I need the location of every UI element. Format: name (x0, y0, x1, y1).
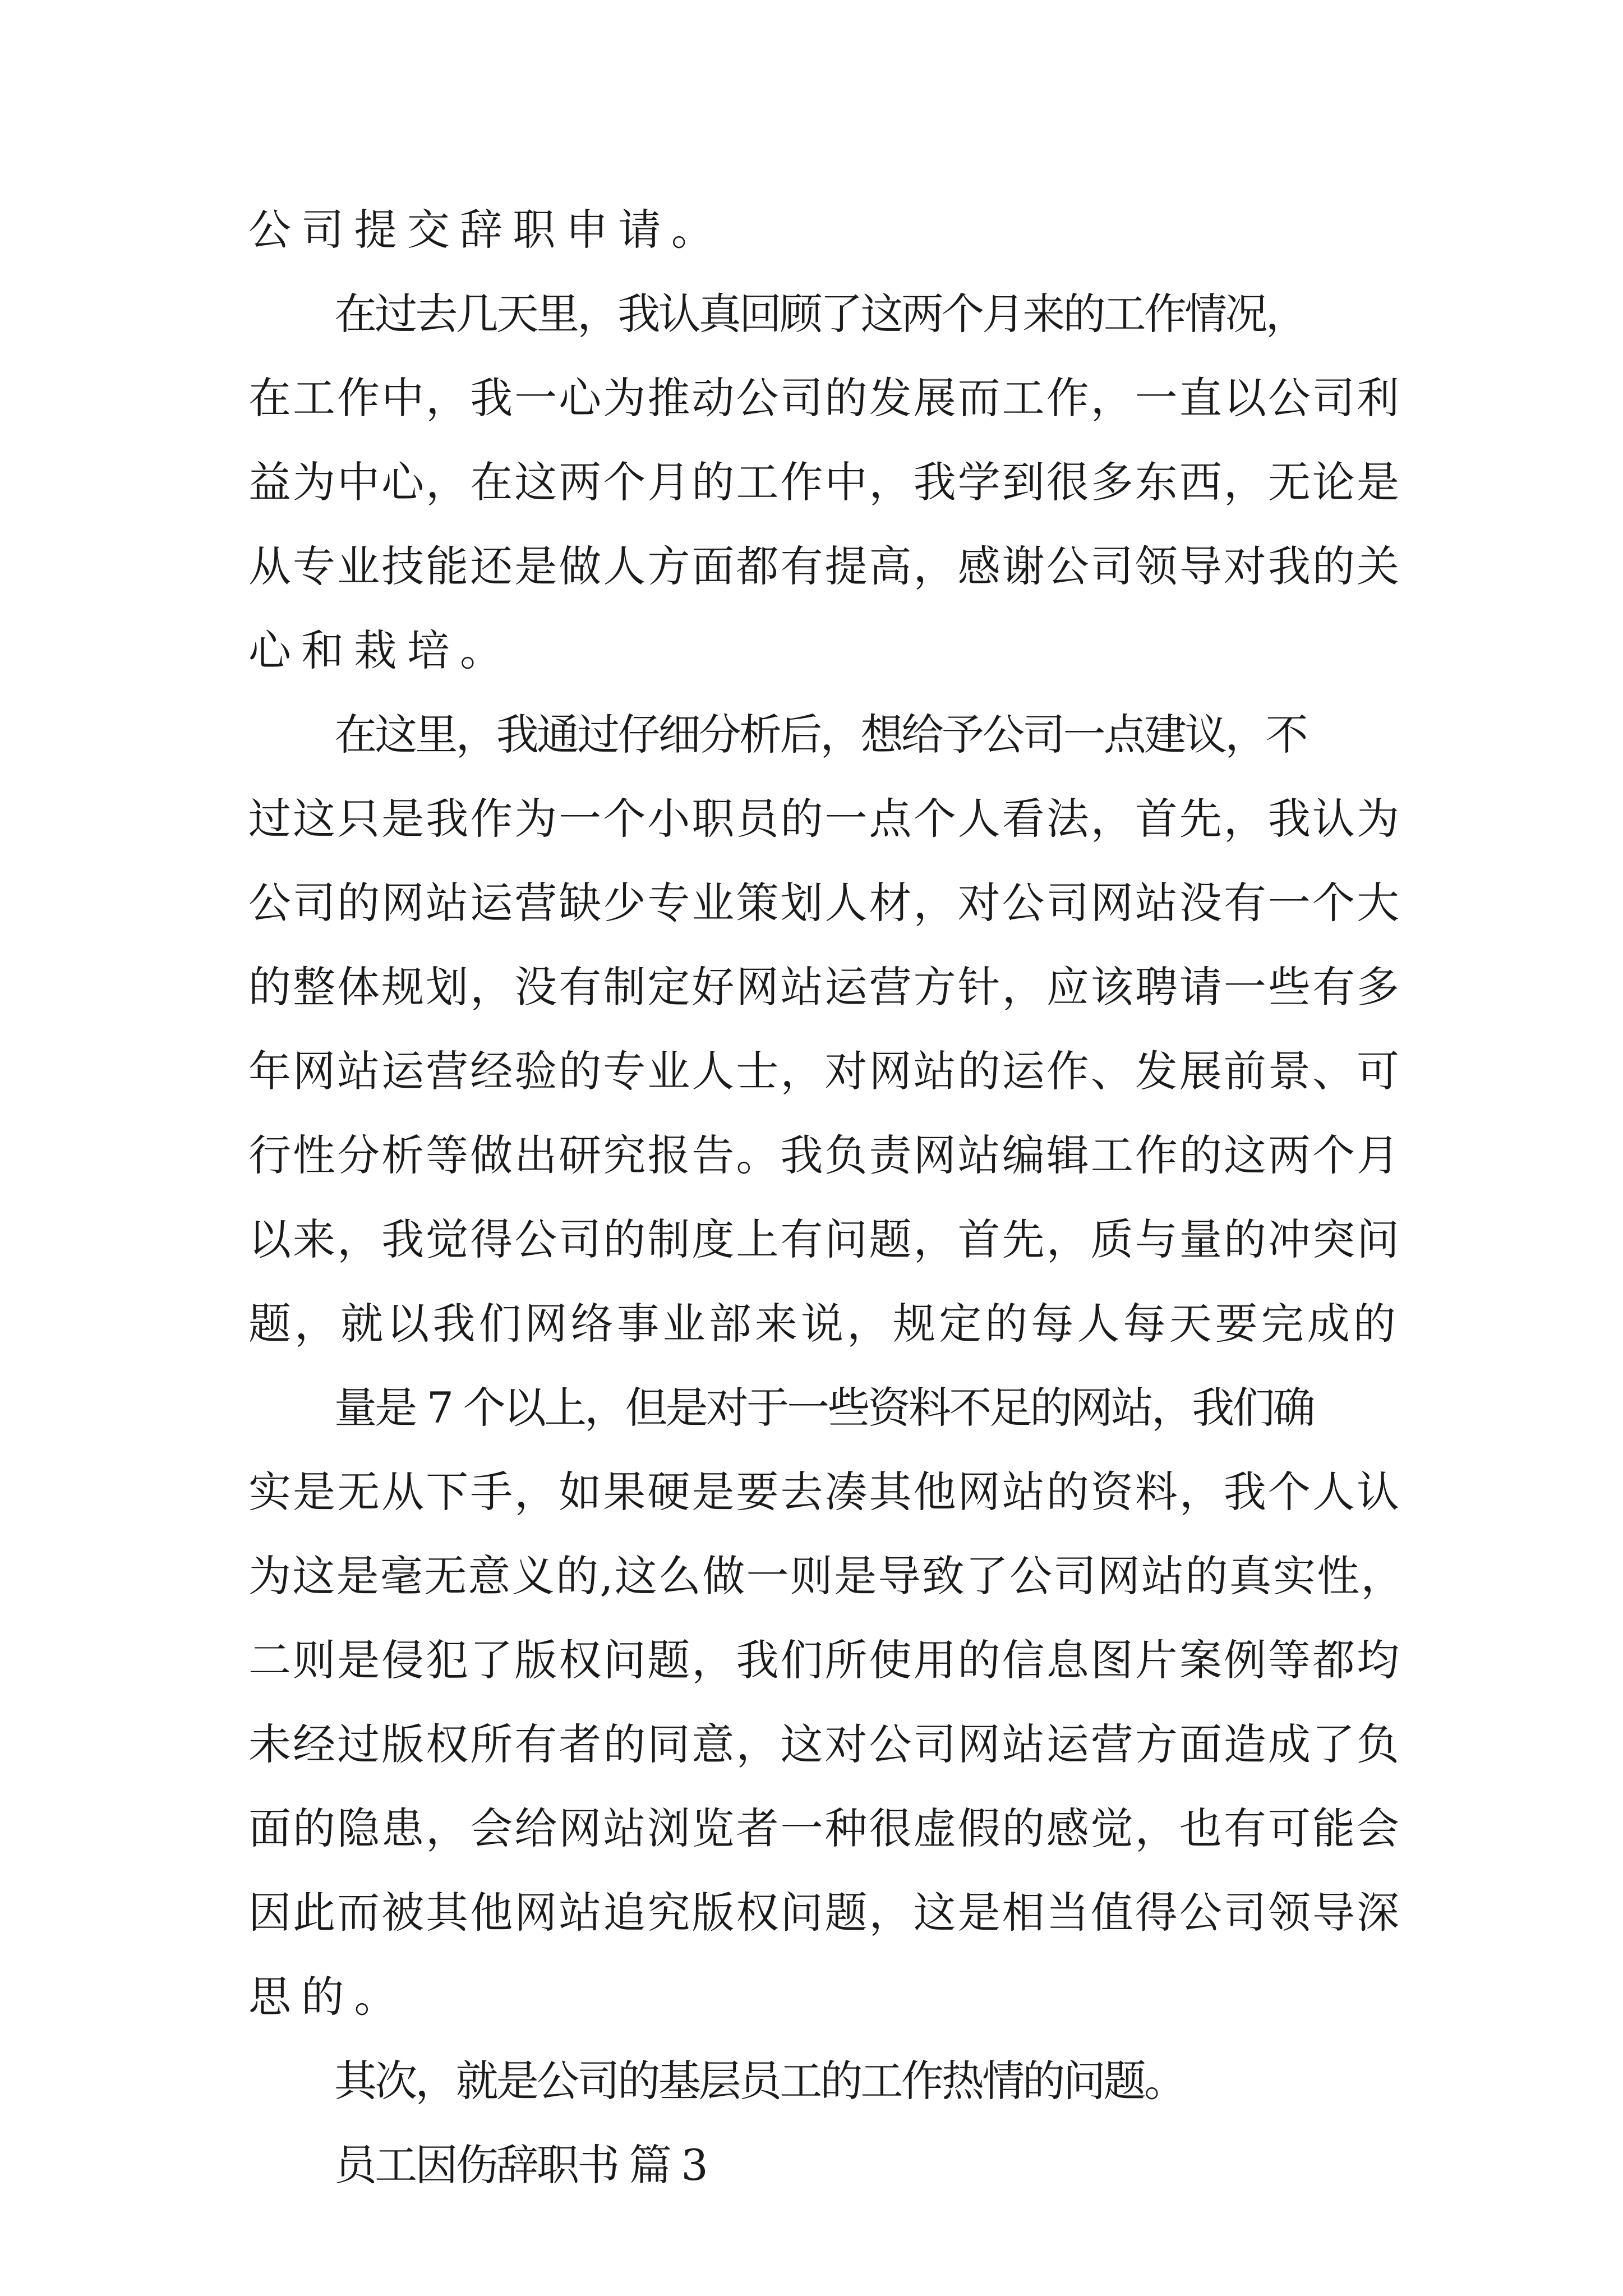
text-line: 未经过版权所有者的同意，这对公司网站运营方面造成了负 (248, 1719, 1401, 1769)
text-line: 公司的网站运营缺少专业策划人材，对公司网站没有一个大 (248, 878, 1401, 928)
text-line: 在过去几天里，我认真回顾了这两个月来的工作情况， (334, 289, 1306, 339)
text-line: 在工作中，我一心为推动公司的发展而工作，一直以公司利 (248, 373, 1401, 423)
text-line: 心和栽培。 (248, 625, 513, 675)
text-line: 题，就以我们网络事业部来说，规定的每人每天要完成的 (248, 1299, 1399, 1349)
text-line: 面的隐患，会给网站浏览者一种很虚假的感觉，也有可能会 (248, 1803, 1401, 1853)
text-line: 的整体规划，没有制定好网站运营方针，应该聘请一些有多 (248, 962, 1401, 1012)
text-line: 量是 7 个以上，但是对于一些资料不足的网站，我们确 (334, 1383, 1313, 1433)
text-line: 过这只是我作为一个小职员的一点个人看法，首先，我认为 (248, 794, 1401, 844)
text-line: 行性分析等做出研究报告。我负责网站编辑工作的这两个月 (248, 1130, 1401, 1180)
text-line: 年网站运营经验的专业人士，对网站的运作、发展前景、可 (248, 1046, 1401, 1096)
text-line: 以来，我觉得公司的制度上有问题，首先，质与量的冲突问 (248, 1214, 1401, 1264)
text-line: 其次，就是公司的基层员工的工作热情的问题。 (334, 2056, 1185, 2106)
section-heading: 员工因伤辞职书 篇 3 (334, 2140, 706, 2190)
text-line: 二则是侵犯了版权问题，我们所使用的信息图片案例等都均 (248, 1635, 1401, 1685)
text-line: 公司提交辞职申请。 (248, 205, 725, 255)
text-line: 在这里，我通过仔细分析后，想给予公司一点建议，不 (334, 710, 1306, 760)
text-line: 从专业技能还是做人方面都有提高，感谢公司领导对我的关 (248, 541, 1401, 591)
text-line: 益为中心，在这两个月的工作中，我学到很多东西，无论是 (248, 457, 1401, 507)
text-line: 因此而被其他网站追究版权问题，这是相当值得公司领导深 (248, 1888, 1401, 1938)
text-line: 为这是毫无意义的,这么做一则是导致了公司网站的真实性， (248, 1551, 1405, 1601)
text-line: 实是无从下手，如果硬是要去凑其他网站的资料，我个人认 (248, 1467, 1401, 1517)
text-line: 思的。 (248, 1972, 407, 2022)
